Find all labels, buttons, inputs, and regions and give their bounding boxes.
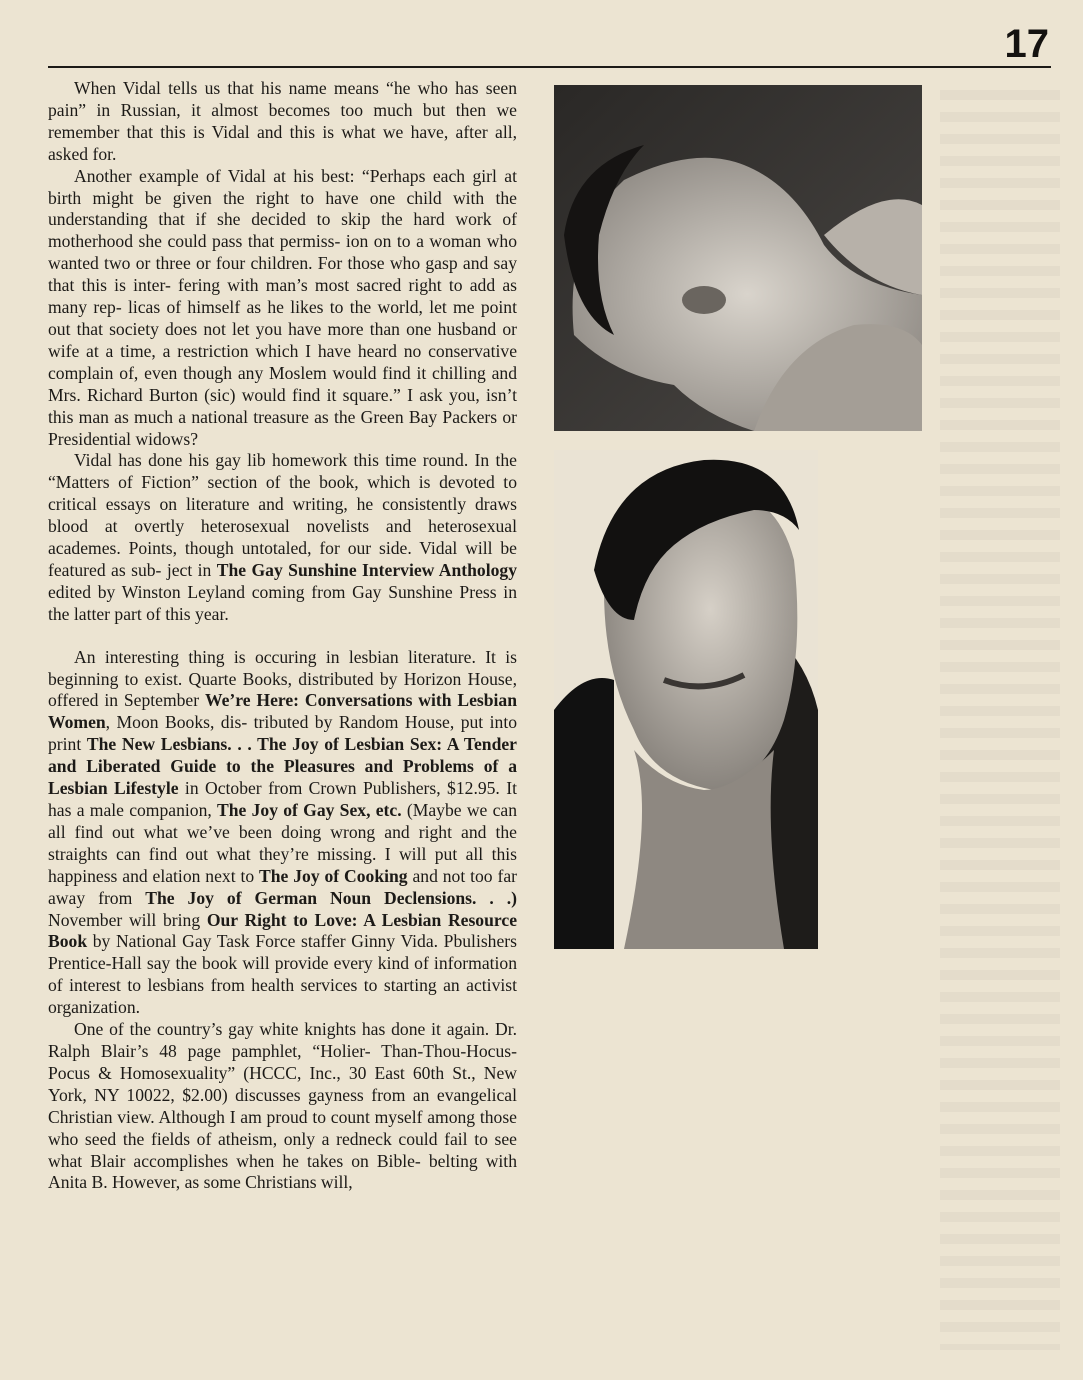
photo-man-portrait — [554, 450, 818, 949]
book-title: The Joy of German Noun Declensions. . .) — [145, 887, 517, 908]
page-number: 17 — [1004, 22, 1049, 66]
article-column — [48, 78, 517, 1194]
text-run: and not too far away from — [48, 865, 517, 908]
paragraph — [48, 647, 517, 1019]
text-run: (Maybe we can all find out what we’ve been doing wrong and right and the straights can find out what they’re missing. I will put all this happiness and elation next to — [48, 800, 518, 886]
text-run: Vidal has done his gay lib homework this time round. In the “Matters of Fiction” section of the book, which is devoted to critical essays on literature and writing, he consistently draws blood at overtly heterosexual novelists and heterosexual academes. Points, though untotaled, for our side. Vidal will be featured as sub- ject in — [48, 450, 517, 580]
paragraph — [48, 450, 517, 625]
book-title: We’re Here: Conversations with Lesbian Women — [48, 690, 517, 733]
show-through-text — [940, 90, 1060, 1350]
book-title: Our Right to Love: A Lesbian Resource Book — [48, 909, 517, 952]
text-run: November will bring — [48, 909, 207, 930]
book-title: The Joy of Gay Sex, etc. — [217, 800, 402, 820]
photo-reclining-man — [554, 85, 922, 431]
book-title: The Joy of Cooking — [259, 865, 408, 886]
book-title: The New Lesbians. . . The Joy of Lesbian Sex: A Tender and Liberated Guide to the Pleasures and Problems of a Lesbian Lifestyle — [48, 734, 517, 799]
book-title: The Gay Sunshine Interview Anthology — [216, 559, 518, 580]
header-rule — [48, 66, 1051, 68]
text-run: by National Gay Task Force staffer Ginny Vida. Pbulishers Prentice-Hall say the book will provide every kind of information of interest to lesbians from health services to starting an activist organization. — [48, 931, 517, 1018]
text-run: An interesting thing is occuring in lesbian literature. It is beginning to exist. Quarte Books, distributed by Horizon House, offered in September — [48, 646, 517, 711]
text-run: in October from Crown Publishers, $12.95. It has a male companion, — [48, 778, 517, 820]
text-run: , Moon Books, dis- tributed by Random House, put into print — [48, 712, 517, 755]
paragraph: One of the country’s gay white knights has done it again. Dr. Ralph Blair’s 48 page pamphlet, “Holier- Than-Thou-Hocus-Pocus & Homosexuality” (HCCC, Inc., 30 East 60th St., New York, NY 10022, $2.00) discusses gayness from an evangelical Christian view. Although I am proud to count myself among those who seed the fields of atheism, only a redneck could fail to see what Blair accomplishes when he takes on Bible- belting with Anita B. However, as some Christians will, — [48, 1019, 517, 1193]
paragraph: Another example of Vidal at his best: “Perhaps each girl at birth might be given the right to have one child with the understanding that if she decided to skip the hard work of motherhood she could pass that permiss- ion on to a woman who wanted two or three or four children. For those who gasp and say that this is inter- fering with man’s most sacred right to add as many rep- licas of himself as he likes to the world, let me point out that society does not let you have more than one husband or wife at a time, a restriction which I have heard no conservative complain of, even though any Moslem would find it chilling and Mrs. Richard Burton (sic) would find it square.” I ask you, isn’t this man as much a national treasure as the Green Bay Packers or Presidential widows? — [48, 165, 517, 449]
text-run: edited by Winston Leyland coming from Gay Sunshine Press in the latter part of this year. — [48, 581, 517, 624]
paragraph: When Vidal tells us that his name means “he who has seen pain” in Russian, it almost becomes too much but then we remember that this is Vidal and this is what we have, after all, asked for. — [48, 78, 517, 164]
